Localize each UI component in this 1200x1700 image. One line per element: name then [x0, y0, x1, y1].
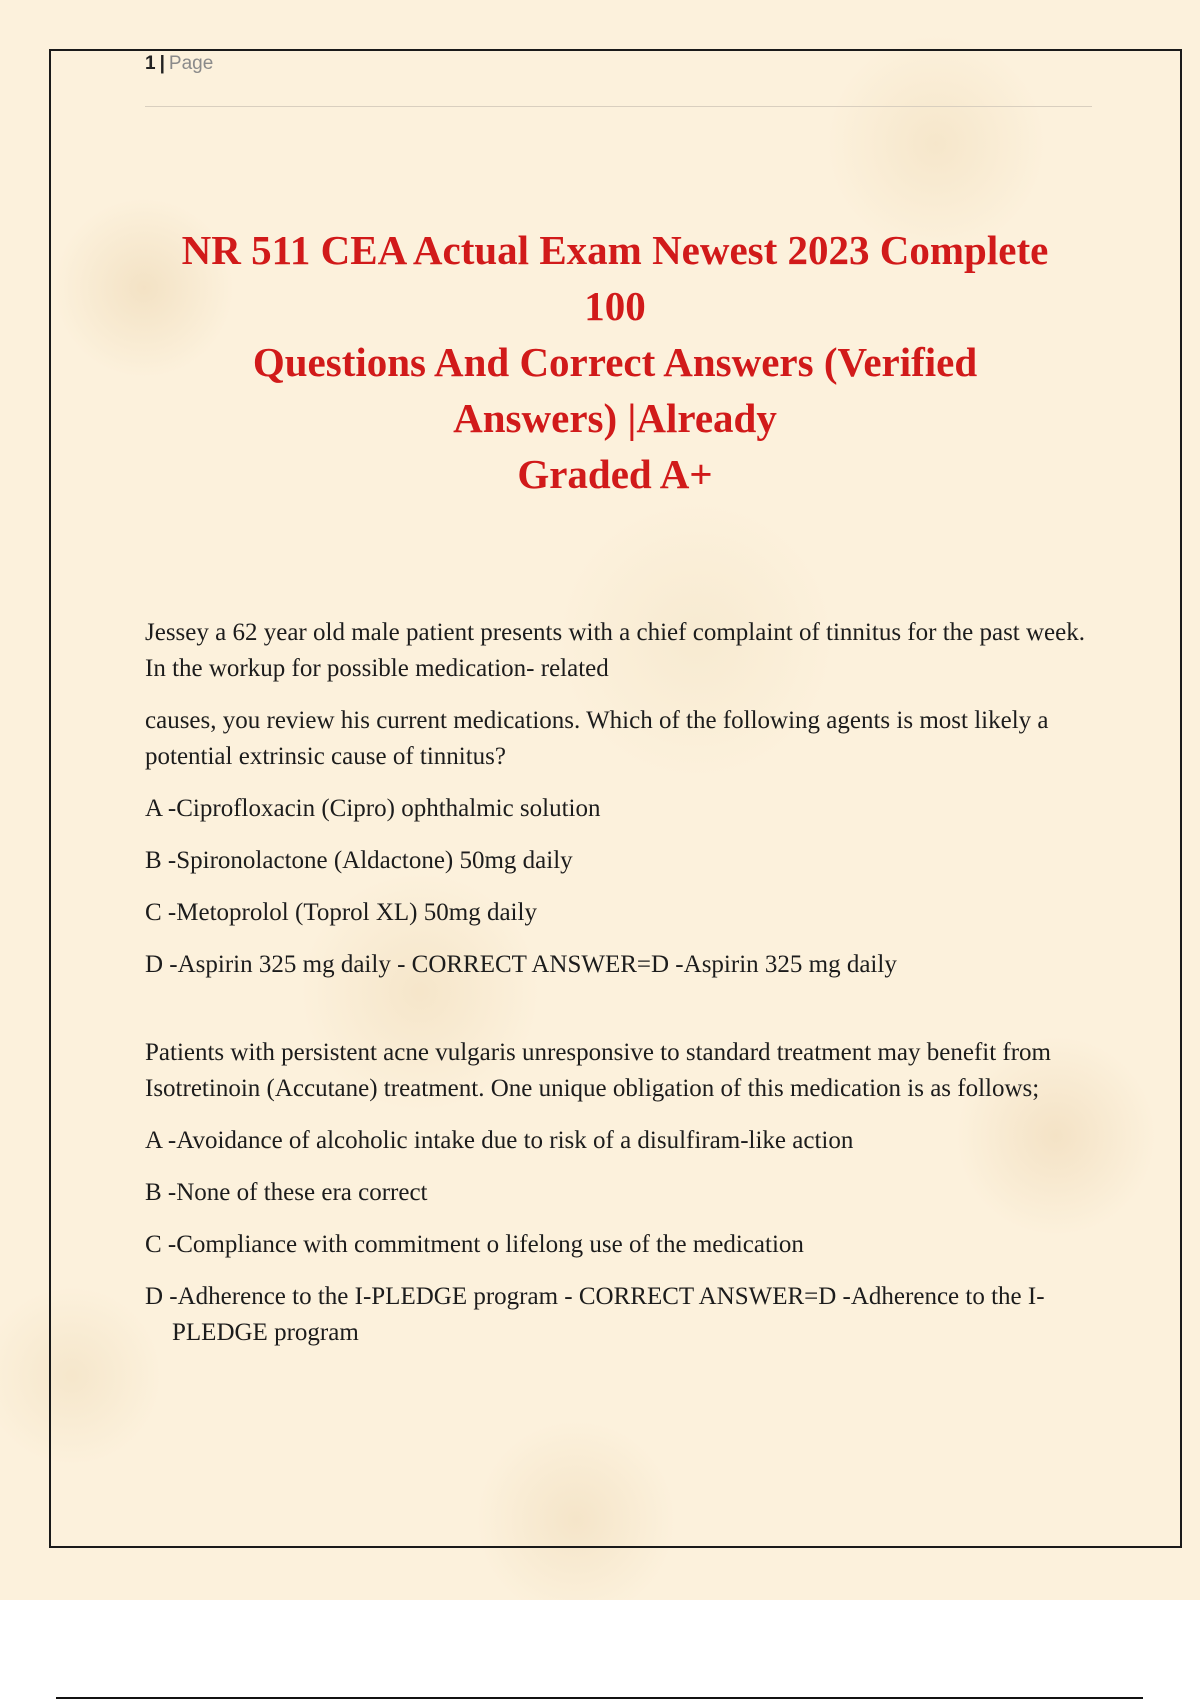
- question-spacer: [145, 983, 1095, 1035]
- question-block: [145, 1035, 1095, 1351]
- answer-option: A -Ciprofloxacin (Cipro) ophthalmic solution: [145, 795, 601, 822]
- question-text: Jessey a 62 year old male patient presents with a chief complaint of tinnitus for the past week. In the workup for possible medication- related: [145, 619, 1086, 682]
- answer-option: A -Avoidance of alcoholic intake due to risk of a disulfiram-like action: [145, 1127, 854, 1154]
- question-text: Patients with persistent acne vulgaris unresponsive to standard treatment may benefit from Isotretinoin (Accutane) treatment. One unique obligation of this medication is as follows;: [145, 1039, 1052, 1102]
- page-separator: |: [159, 53, 165, 74]
- answer-option: B -None of these era correct: [145, 1179, 428, 1206]
- title-line: Graded A+: [517, 451, 713, 497]
- question-block: [145, 615, 1095, 983]
- page-number: 1: [145, 53, 156, 74]
- answer-option: B -Spironolactone (Aldactone) 50mg daily: [145, 847, 573, 874]
- answer-option: C -Compliance with commitment o lifelong use of the medication: [145, 1231, 804, 1258]
- header-divider: [145, 106, 1092, 107]
- answer-option: C -Metoprolol (Toprol XL) 50mg daily: [145, 899, 537, 926]
- title-line: 100: [584, 283, 646, 329]
- answer-option-correct: D -Adherence to the I-PLEDGE program - CORRECT ANSWER=D -Adherence to the I-PLEDGE program: [145, 1283, 1045, 1346]
- title-line: Answers) |Already: [453, 395, 777, 441]
- question-list: [145, 615, 1095, 1351]
- title-line: Questions And Correct Answers (Verified: [252, 339, 978, 385]
- document-title: [130, 222, 1100, 502]
- question-text: causes, you review his current medications. Which of the following agents is most likely a potential extrinsic cause of tinnitus?: [145, 707, 1049, 770]
- title-line: NR 511 CEA Actual Exam Newest 2023 Complete: [181, 227, 1049, 273]
- page-header: [145, 52, 213, 76]
- page-label: Page: [168, 53, 214, 74]
- answer-option-correct: D -Aspirin 325 mg daily - CORRECT ANSWER=D -Aspirin 325 mg daily: [145, 951, 897, 978]
- footer-divider: [56, 1697, 1143, 1699]
